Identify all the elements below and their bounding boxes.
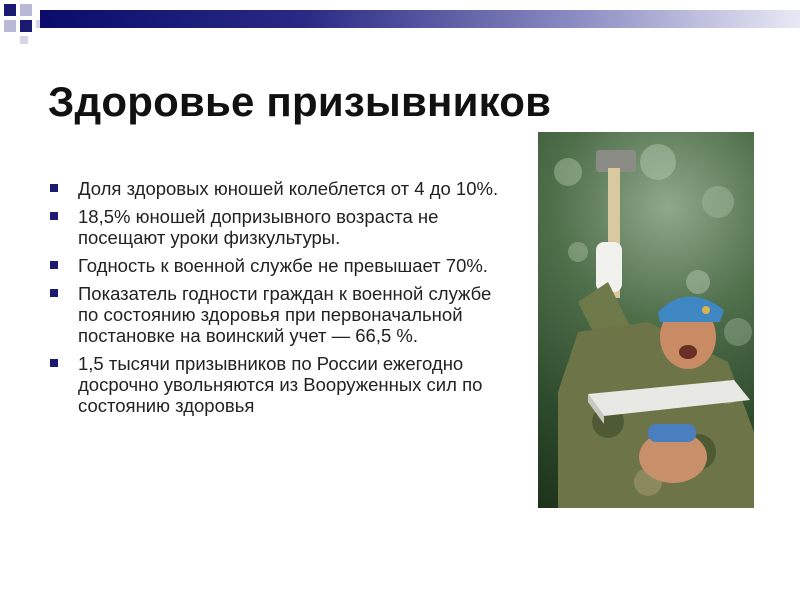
bullet-square-icon bbox=[50, 212, 58, 220]
bullet-list bbox=[50, 178, 500, 423]
bullet-item bbox=[50, 178, 500, 199]
deco-square bbox=[20, 20, 32, 32]
bullet-text: Доля здоровых юношей колеблется от 4 до 10%. bbox=[78, 178, 499, 199]
bullet-item bbox=[50, 353, 500, 416]
bullet-square-icon bbox=[50, 184, 58, 192]
deco-square bbox=[20, 4, 32, 16]
bullet-text: 1,5 тысячи призывников по России ежегодно досрочно увольняются из Вооруженных сил по состоянию здоровья bbox=[78, 353, 483, 416]
header-gradient-bar bbox=[40, 10, 800, 28]
bullet-item bbox=[50, 255, 500, 276]
soldier-photo bbox=[538, 132, 754, 508]
slide-title: Здоровье призывников bbox=[48, 78, 552, 125]
deco-square bbox=[20, 36, 28, 44]
bullet-item bbox=[50, 206, 500, 248]
bullet-square-icon bbox=[50, 359, 58, 367]
bullet-item bbox=[50, 283, 500, 346]
bullet-square-icon bbox=[50, 289, 58, 297]
bullet-text: Годность к военной службе не превышает 70%. bbox=[78, 255, 488, 276]
bullet-text: 18,5% юношей допризывного возраста не посещают уроки физкультуры. bbox=[78, 206, 439, 248]
deco-square bbox=[4, 20, 16, 32]
soldier-breaking-brick-illustration bbox=[538, 132, 754, 508]
deco-square bbox=[4, 4, 16, 16]
bullet-text: Показатель годности граждан к военной службе по состоянию здоровья при первоначальной постановке на воинский учет — 66,5 %. bbox=[78, 283, 492, 346]
bullet-square-icon bbox=[50, 261, 58, 269]
